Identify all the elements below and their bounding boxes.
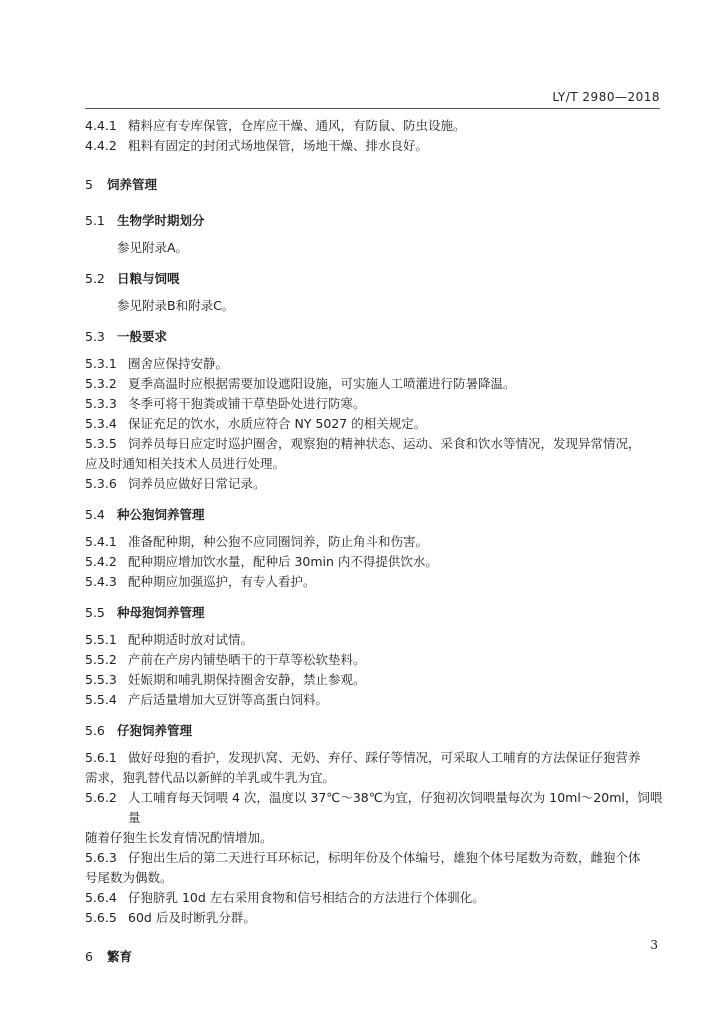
clause-text: 产后适量增加大豆饼等高蛋白饲料。 — [128, 692, 329, 707]
clause-number: 4.4.1 — [85, 118, 117, 133]
clause-text: 圈舍应保持安静。 — [128, 356, 229, 371]
clause-5-6-1 — [85, 748, 663, 768]
clause-5-3-5 — [85, 434, 663, 454]
section-title: 饲养管理 — [107, 177, 158, 192]
section-heading-5-3 — [85, 326, 663, 348]
clause-5-3-2 — [85, 374, 663, 394]
clause-5-3-3 — [85, 394, 663, 414]
clause-5-6-5 — [85, 908, 663, 928]
section-body: 参见附录A。 — [117, 240, 189, 255]
section-heading-5-4 — [85, 504, 663, 526]
clause-text: 配种期适时放对试情。 — [128, 632, 254, 647]
clause-5-3-1 — [85, 354, 663, 374]
clause-number: 5.3.2 — [85, 376, 117, 391]
clause-number: 5.4.1 — [85, 534, 117, 549]
clause-text: 仔狍出生后的第二天进行耳环标记，标明年份及个体编号，雄狍个体号尾数为奇数，雌狍个体 — [128, 850, 641, 865]
clause-text: 仔狍脐乳 10d 左右采用食物和信号相结合的方法进行个体驯化。 — [128, 890, 485, 905]
clause-text: 准备配种期，种公狍不应同圈饲养，防止角斗和伤害。 — [128, 534, 429, 549]
clause-text: 粗料有固定的封闭式场地保管，场地干燥、排水良好。 — [128, 138, 429, 153]
clause-text: 产前在产房内铺垫晒干的干草等松软垫料。 — [128, 652, 366, 667]
clause-number: 5.5.3 — [85, 672, 117, 687]
clause-number: 5.6.3 — [85, 850, 117, 865]
clause-number: 5.5.2 — [85, 652, 117, 667]
section-title: 种公狍饲养管理 — [117, 507, 205, 522]
clause-number: 5.3.1 — [85, 356, 117, 371]
clause-number: 5.5.1 — [85, 632, 117, 647]
clause-4-4-1 — [85, 116, 663, 136]
clause-5-3-4 — [85, 414, 663, 434]
clause-number: 5.6.4 — [85, 890, 117, 905]
clause-text: 60d 后及时断乳分群。 — [128, 910, 256, 925]
clause-continuation: 随着仔狍生长发育情况酌情增加。 — [85, 830, 273, 845]
section-heading-5-5 — [85, 602, 663, 624]
clause-5-6-3 — [85, 848, 663, 868]
clause-number: 5.4.2 — [85, 554, 117, 569]
clause-text: 配种期应增加饮水量，配种后 30min 内不得提供饮水。 — [128, 554, 438, 569]
section-title: 生物学时期划分 — [117, 213, 205, 228]
clause-5-5-4 — [85, 690, 663, 710]
section-title: 日粮与饲喂 — [117, 271, 180, 286]
clause-5-4-2 — [85, 552, 663, 572]
section-number: 5.2 — [85, 271, 105, 286]
section-number: 5.4 — [85, 507, 105, 522]
clause-text: 精料应有专库保管，仓库应干燥、通风，有防鼠、防虫设施。 — [128, 118, 466, 133]
clause-text: 夏季高温时应根据需要加设遮阳设施，可实施人工喷灌进行防暑降温。 — [128, 376, 516, 391]
section-body: 参见附录B和附录C。 — [117, 298, 235, 313]
section-title: 繁育 — [107, 949, 133, 964]
clause-number: 5.4.3 — [85, 574, 117, 589]
clause-5-4-3 — [85, 572, 663, 592]
section-heading-5-2 — [85, 268, 663, 290]
clause-continuation: 应及时通知相关技术人员进行处理。 — [85, 456, 286, 471]
clause-text: 冬季可将干狍粪或铺干草垫卧处进行防寒。 — [128, 396, 366, 411]
header-rule — [85, 108, 660, 109]
clause-5-5-2 — [85, 650, 663, 670]
clause-5-6-4 — [85, 888, 663, 908]
page-number: 3 — [650, 938, 658, 952]
clause-number: 5.3.6 — [85, 476, 117, 491]
clause-5-5-3 — [85, 670, 663, 690]
section-title: 种母狍饲养管理 — [117, 605, 205, 620]
standard-code: LY/T 2980—2018 — [552, 90, 660, 104]
clause-5-4-1 — [85, 532, 663, 552]
clause-continuation: 号尾数为偶数。 — [85, 870, 173, 885]
section-number: 5.5 — [85, 605, 105, 620]
clause-text: 饲养员每日应定时巡护圈舍，观察狍的精神状态、运动、采食和饮水等情况，发现异常情况， — [128, 436, 641, 451]
section-heading-5-6 — [85, 720, 663, 742]
clause-text: 做好母狍的看护，发现扒窝、无奶、弃仔、踩仔等情况，可采取人工哺育的方法保证仔狍营养 — [128, 750, 641, 765]
section-heading-6 — [85, 946, 663, 968]
clause-number: 5.6.2 — [85, 790, 117, 805]
clause-text: 配种期应加强巡护，有专人看护。 — [128, 574, 316, 589]
clause-5-3-6 — [85, 474, 663, 494]
clause-number: 5.3.3 — [85, 396, 117, 411]
clause-text: 人工哺育每天饲喂 4 次，温度以 37℃～38℃为宜，仔狍初次饲喂量每次为 10ml～20ml，饲喂量 — [128, 790, 663, 825]
clause-number: 4.4.2 — [85, 138, 117, 153]
clause-5-5-1 — [85, 630, 663, 650]
clause-5-6-2 — [85, 788, 663, 828]
section-title: 一般要求 — [117, 329, 168, 344]
document-body — [85, 116, 663, 968]
section-heading-5-1 — [85, 210, 663, 232]
clause-continuation: 需求，狍乳替代品以新鲜的羊乳或牛乳为宜。 — [85, 770, 336, 785]
clause-number: 5.6.5 — [85, 910, 117, 925]
clause-number: 5.6.1 — [85, 750, 117, 765]
section-number: 5.1 — [85, 213, 105, 228]
clause-text: 保证充足的饮水，水质应符合 NY 5027 的相关规定。 — [128, 416, 427, 431]
section-number: 5.6 — [85, 723, 105, 738]
section-title: 仔狍饲养管理 — [117, 723, 193, 738]
clause-4-4-2 — [85, 136, 663, 156]
section-heading-5 — [85, 174, 663, 196]
clause-number: 5.3.4 — [85, 416, 117, 431]
clause-text: 妊娠期和哺乳期保持圈舍安静，禁止参观。 — [128, 672, 366, 687]
clause-number: 5.3.5 — [85, 436, 117, 451]
section-number: 5.3 — [85, 329, 105, 344]
clause-number: 5.5.4 — [85, 692, 117, 707]
section-number: 5 — [85, 177, 93, 192]
clause-text: 饲养员应做好日常记录。 — [128, 476, 266, 491]
section-number: 6 — [85, 949, 93, 964]
